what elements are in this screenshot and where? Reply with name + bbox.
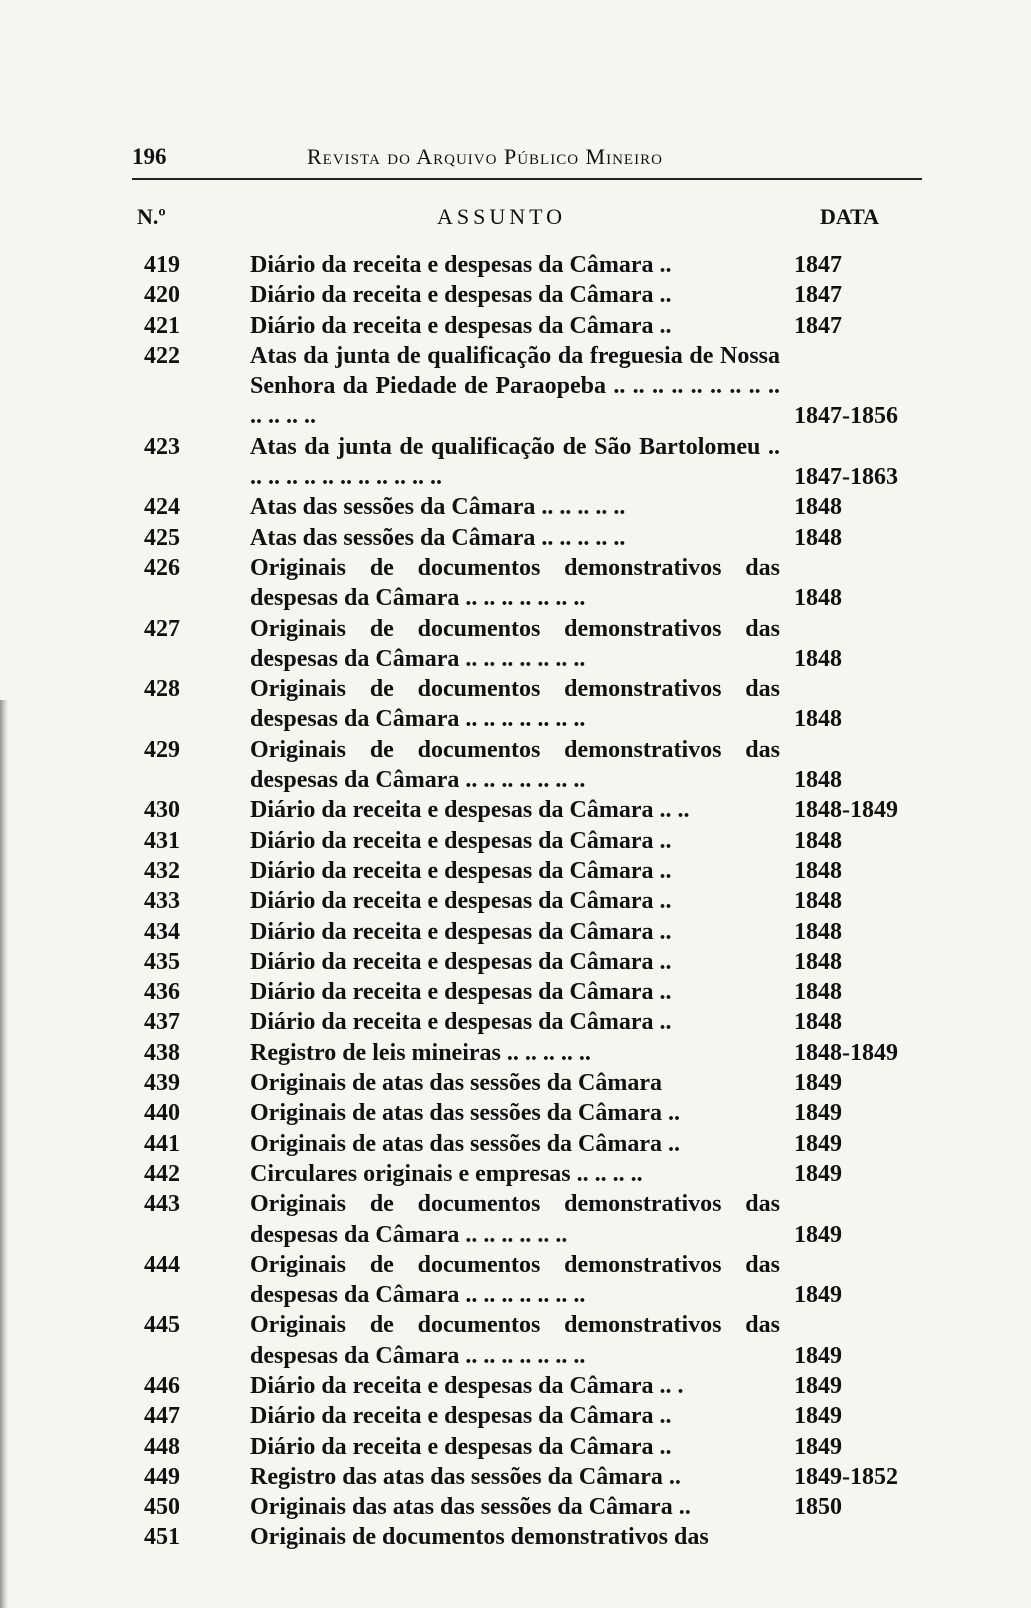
item-subject: Originais de documentos demonstrativos das despesas da Câmara .. .. .. .. .. .. .. <box>250 1251 786 1309</box>
page-header <box>132 144 920 174</box>
list-item <box>132 1007 942 1037</box>
list-item <box>132 735 942 796</box>
item-date: 1848 <box>794 1009 842 1036</box>
list-item <box>132 1068 942 1098</box>
column-headers <box>132 204 922 234</box>
item-date: 1849 <box>794 1403 842 1430</box>
list-item <box>132 795 942 825</box>
item-number: 432 <box>144 857 180 884</box>
item-number: 448 <box>144 1433 180 1460</box>
item-number: 446 <box>144 1372 180 1399</box>
list-item <box>132 250 942 280</box>
item-number: 444 <box>144 1251 180 1278</box>
item-subject: Originais de documentos demonstrativos das <box>250 1524 709 1551</box>
item-number: 450 <box>144 1494 180 1521</box>
list-item <box>132 432 942 493</box>
list-item <box>132 1159 942 1189</box>
running-title: Revista do Arquivo Público Mineiro <box>307 144 663 169</box>
item-number: 425 <box>144 524 180 551</box>
item-subject: Originais de atas das sessões da Câmara .. <box>250 1130 681 1157</box>
item-subject: Diário da receita e despesas da Câmara .. <box>250 827 672 854</box>
item-number: 438 <box>144 1039 180 1066</box>
item-date: 1849 <box>794 1372 842 1399</box>
item-date: 1848 <box>794 706 842 733</box>
item-number: 430 <box>144 797 180 824</box>
column-header-subject: ASSUNTO <box>437 204 567 229</box>
item-subject: Diário da receita e despesas da Câmara .. <box>250 857 672 884</box>
item-date: 1848 <box>794 979 842 1006</box>
item-date: 1849 <box>794 1130 842 1157</box>
list-item <box>132 1310 942 1371</box>
item-date: 1848 <box>794 767 842 794</box>
item-subject: Diário da receita e despesas da Câmara .. <box>250 282 672 309</box>
item-number: 422 <box>144 342 180 369</box>
item-number: 437 <box>144 1009 180 1036</box>
list-item <box>132 917 942 947</box>
list-item <box>132 311 942 341</box>
item-date: 1847 <box>794 252 842 278</box>
item-number: 436 <box>144 979 180 1006</box>
item-date: 1847-1856 <box>794 403 898 430</box>
item-date: 1847-1863 <box>794 464 898 491</box>
list-item <box>132 1189 942 1250</box>
item-subject: Originais de documentos demonstrativos das despesas da Câmara .. .. .. .. .. .. .. <box>250 676 786 733</box>
item-date: 1848 <box>794 827 842 854</box>
item-number: 434 <box>144 918 180 945</box>
item-subject: Atas da junta de qualificação da freguesia de Nossa Senhora da Piedade de Paraopeba .. .. .. .. .. .. .. .. .. .. .. .. .. <box>250 342 786 430</box>
item-subject: Diário da receita e despesas da Câmara .. <box>250 979 672 1006</box>
binding-shadow <box>0 700 8 1608</box>
list-item <box>132 1371 942 1401</box>
item-subject: Originais de documentos demonstrativos das despesas da Câmara .. .. .. .. .. .. .. <box>250 1312 786 1369</box>
list-item <box>132 553 942 614</box>
item-date: 1849-1852 <box>794 1463 898 1490</box>
item-date: 1848-1849 <box>794 797 898 824</box>
item-subject: Diário da receita e despesas da Câmara .. <box>250 1009 672 1036</box>
item-date: 1849 <box>794 1433 842 1460</box>
item-subject: Originais de documentos demonstrativos das despesas da Câmara .. .. .. .. .. .. <box>250 1191 786 1248</box>
list-item <box>132 674 942 735</box>
item-subject: Registro das atas das sessões da Câmara .. <box>250 1463 681 1490</box>
item-subject: Diário da receita e despesas da Câmara .. <box>250 918 672 945</box>
item-number: 423 <box>144 433 180 460</box>
list-item <box>132 523 942 553</box>
item-date: 1848-1849 <box>794 1039 898 1066</box>
item-subject: Atas das sessões da Câmara .. .. .. .. .. <box>250 524 626 551</box>
item-number: 427 <box>144 615 180 642</box>
item-subject: Diário da receita e despesas da Câmara .. .. <box>250 797 690 824</box>
list-item <box>132 1492 942 1522</box>
item-number: 429 <box>144 736 180 763</box>
item-date: 1847 <box>794 312 842 339</box>
item-number: 435 <box>144 948 180 975</box>
list-item <box>132 1462 942 1492</box>
item-subject: Registro de leis mineiras .. .. .. .. .. <box>250 1039 591 1066</box>
column-header-date: DATA <box>820 204 880 229</box>
list-item <box>132 977 942 1007</box>
item-subject: Diário da receita e despesas da Câmara .. . <box>250 1372 684 1399</box>
item-subject: Diário da receita e despesas da Câmara .. <box>250 1433 672 1460</box>
item-number: 424 <box>144 494 180 521</box>
item-date: 1848 <box>794 918 842 945</box>
item-date: 1848 <box>794 857 842 884</box>
item-number: 442 <box>144 1160 180 1187</box>
item-subject: Diário da receita e despesas da Câmara .. <box>250 1403 672 1430</box>
item-number: 426 <box>144 554 180 581</box>
item-number: 431 <box>144 827 180 854</box>
item-date: 1848 <box>794 494 842 521</box>
item-number: 449 <box>144 1463 180 1490</box>
item-number: 439 <box>144 1070 180 1097</box>
list-item <box>132 826 942 856</box>
item-number: 447 <box>144 1403 180 1430</box>
item-date: 1849 <box>794 1342 842 1369</box>
list-item <box>132 1522 942 1552</box>
item-subject: Originais de documentos demonstrativos das despesas da Câmara .. .. .. .. .. .. .. <box>250 554 786 612</box>
item-date: 1848 <box>794 585 842 612</box>
item-subject: Diário da receita e despesas da Câmara .. <box>250 252 672 278</box>
item-date: 1848 <box>794 948 842 975</box>
item-subject: Atas das sessões da Câmara .. .. .. .. .. <box>250 494 626 521</box>
item-number: 433 <box>144 888 180 915</box>
list-item <box>132 1432 942 1462</box>
item-number: 420 <box>144 282 180 309</box>
catalog-list <box>132 250 942 1553</box>
item-date: 1849 <box>794 1282 842 1309</box>
item-subject: Originais de documentos demonstrativos das despesas da Câmara .. .. .. .. .. .. .. <box>250 615 786 672</box>
item-number: 445 <box>144 1312 180 1339</box>
list-item <box>132 947 942 977</box>
list-item <box>132 1038 942 1068</box>
item-subject: Originais de documentos demonstrativos das despesas da Câmara .. .. .. .. .. .. .. <box>250 736 786 794</box>
list-item <box>132 614 942 675</box>
item-number: 441 <box>144 1130 180 1157</box>
header-rule <box>132 178 922 180</box>
item-date: 1849 <box>794 1070 842 1097</box>
list-item <box>132 492 942 522</box>
item-date: 1847 <box>794 282 842 309</box>
list-item <box>132 886 942 916</box>
list-item <box>132 1098 942 1128</box>
item-date: 1848 <box>794 645 842 672</box>
list-item <box>132 1129 942 1159</box>
list-item <box>132 1401 942 1431</box>
item-number: 419 <box>144 252 180 278</box>
list-item <box>132 341 942 432</box>
list-item <box>132 1250 942 1311</box>
item-subject: Circulares originais e empresas .. .. .. .. <box>250 1160 643 1187</box>
item-number: 451 <box>144 1524 180 1551</box>
item-subject: Originais das atas das sessões da Câmara .. <box>250 1494 691 1521</box>
item-subject: Atas da junta de qualificação de São Bartolomeu .. .. .. .. .. .. .. .. .. .. .. .. <box>250 433 786 491</box>
item-subject: Originais de atas das sessões da Câmara .. <box>250 1100 681 1127</box>
list-item <box>132 280 942 310</box>
item-date: 1849 <box>794 1160 842 1187</box>
item-number: 421 <box>144 312 180 339</box>
page-number: 196 <box>132 144 167 169</box>
item-number: 440 <box>144 1100 180 1127</box>
item-date: 1849 <box>794 1100 842 1127</box>
column-header-number: N.º <box>137 204 166 229</box>
item-subject: Originais de atas das sessões da Câmara <box>250 1070 663 1097</box>
item-date: 1848 <box>794 524 842 551</box>
list-item <box>132 856 942 886</box>
item-subject: Diário da receita e despesas da Câmara .. <box>250 312 672 339</box>
item-subject: Diário da receita e despesas da Câmara .. <box>250 948 672 975</box>
item-date: 1849 <box>794 1221 842 1248</box>
item-date: 1848 <box>794 888 842 915</box>
item-number: 443 <box>144 1191 180 1218</box>
item-number: 428 <box>144 676 180 703</box>
item-date: 1850 <box>794 1494 842 1521</box>
item-subject: Diário da receita e despesas da Câmara .. <box>250 888 672 915</box>
